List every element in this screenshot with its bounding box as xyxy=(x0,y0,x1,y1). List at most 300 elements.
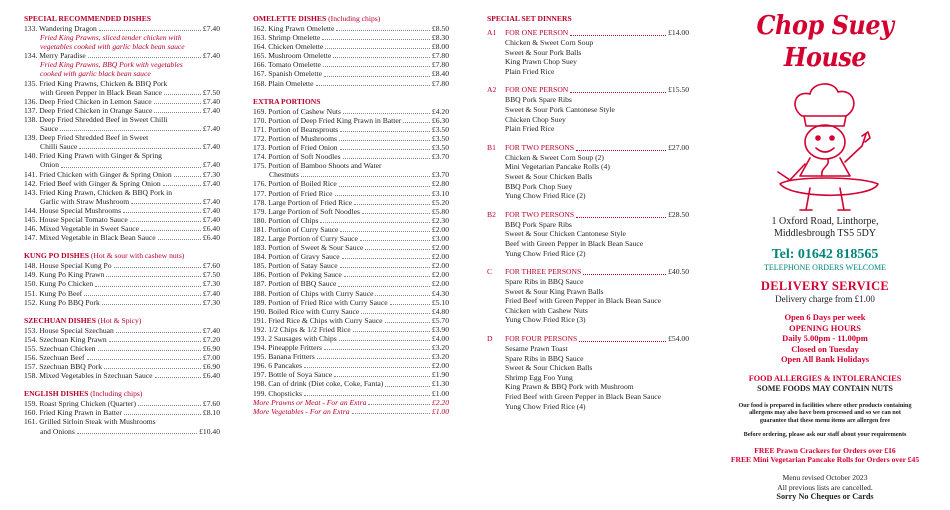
section-title-text: SZECHUAN DISHES xyxy=(24,315,96,325)
menu-item-name: 189. Portion of Fried Rice with Curry Sauce xyxy=(253,297,388,307)
menu-item-price: £1.90 xyxy=(431,370,449,380)
previous-lists-cancelled: All previous lists are cancelled. xyxy=(777,482,873,492)
menu-item-price: £2.00 xyxy=(431,261,449,271)
menu-item-name: 183. Portion of Sweet & Sour Sauce xyxy=(253,243,364,253)
menu-item-price: £8.30 xyxy=(431,33,449,43)
menu-item xyxy=(24,326,220,335)
leader-dots xyxy=(570,92,666,93)
menu-item-name: 197. Bottle of Soya Sauce xyxy=(253,370,333,380)
menu-item-price: £7.50 xyxy=(202,87,220,97)
menu-item-price: £2.80 xyxy=(431,179,449,189)
menu-item xyxy=(24,24,220,33)
menu-item-name: 194. Pineapple Fritters xyxy=(253,343,322,353)
menu-item xyxy=(253,60,449,69)
leader-dots xyxy=(154,103,201,104)
leader-dots xyxy=(98,350,201,351)
leader-dots xyxy=(95,286,201,287)
menu-item-name: 190. Boiled Rice with Curry Sauce xyxy=(253,306,360,316)
menu-item xyxy=(24,408,220,417)
address-line-2: Middlesbrough TS5 5DY xyxy=(773,228,877,239)
menu-item xyxy=(24,344,220,353)
set-price: £27.00 xyxy=(668,142,689,152)
section-title-text: OMELETTE DISHES xyxy=(253,14,327,23)
menu-item xyxy=(253,352,449,361)
leader-dots xyxy=(375,295,429,296)
allergen-disclaimer-2: allergens may also have been processed and so we can not xyxy=(749,409,901,417)
menu-item-name: 144. House Special Mushrooms xyxy=(24,205,122,215)
menu-item-name: Chestnuts xyxy=(269,170,299,180)
leader-dots xyxy=(87,359,201,360)
leader-dots xyxy=(344,276,430,277)
set-dinner-item: Yung Chow Fried Rice (4) xyxy=(505,401,586,411)
allergen-disclaimer-3: guarantee that these menu items are allergen free xyxy=(759,417,891,425)
menu-item-price: £6.40 xyxy=(202,224,220,234)
menu-item-name: 142. Fried Beef with Ginger & Spring Onion xyxy=(24,178,161,188)
set-dinner-item: Plain Fried Rice xyxy=(505,124,555,134)
set-price: £15.50 xyxy=(668,85,689,95)
set-name: FOR TWO PERSONS xyxy=(505,142,575,152)
leader-dots xyxy=(336,30,429,31)
set-name: FOR ONE PERSON xyxy=(505,85,569,95)
closed-day: Closed on Tuesday xyxy=(791,343,859,354)
menu-item xyxy=(253,334,449,343)
menu-item-price: £7.40 xyxy=(202,51,220,61)
section-title xyxy=(24,251,220,261)
menu-item-price: £7.40 xyxy=(202,214,220,224)
menu-item-name: 181. Portion of Curry Sauce xyxy=(253,224,339,234)
menu-item-price: £3.70 xyxy=(431,170,449,180)
menu-item-price: £7.40 xyxy=(202,178,220,188)
menu-item xyxy=(24,142,220,151)
set-dinner-item: Spare Ribs in BBQ Sauce xyxy=(505,353,584,363)
menu-item xyxy=(253,134,449,143)
set-name: FOR THREE PERSONS xyxy=(505,267,582,277)
set-dinner-item: Plain Fried Rice xyxy=(505,66,555,76)
leader-dots xyxy=(576,150,666,151)
menu-item-name: 146. Mixed Vegetable in Sweet Sauce xyxy=(24,224,140,234)
menu-item xyxy=(24,270,220,279)
section-title-text: KUNG PO DISHES xyxy=(24,251,89,261)
menu-item-price: £7.40 xyxy=(202,96,220,106)
menu-item-line: 135. Fried King Prawns, Chicken & BBQ Pork xyxy=(24,78,168,88)
open-days: Open 6 Days per week xyxy=(784,312,866,322)
menu-item-price: £8.00 xyxy=(431,42,449,52)
leader-dots xyxy=(79,148,201,149)
telephone-number: Tel: 01642 818565 xyxy=(771,247,879,262)
set-dinner-item: Yung Chow Fried Rice (2) xyxy=(505,248,586,258)
set-dinner-item: Yung Chow Fried Rice (2) xyxy=(505,191,586,201)
menu-item-price: £4.30 xyxy=(431,288,449,298)
menu-item xyxy=(253,270,449,279)
set-dinner-item: Sweet & Sour Chicken Balls xyxy=(505,363,593,373)
menu-item xyxy=(24,298,220,307)
section-subtitle: (Including chips) xyxy=(328,14,381,23)
menu-item-price: £5.70 xyxy=(431,315,449,325)
menu-item xyxy=(253,261,449,270)
leader-dots xyxy=(362,213,430,214)
menu-item-price: £3.70 xyxy=(431,152,449,162)
menu-item-name: 179. Large Portion of Soft Noodles xyxy=(253,206,361,216)
menu-item-name: 134. Merry Paradise xyxy=(24,51,86,61)
leader-dots xyxy=(576,217,666,218)
menu-item-price: £2.30 xyxy=(431,215,449,225)
menu-item xyxy=(253,370,449,379)
menu-item xyxy=(253,189,449,198)
ask-staff-note: Before ordering, please ask our staff about your requirements xyxy=(743,430,907,438)
leader-dots xyxy=(174,176,201,177)
leader-dots xyxy=(304,367,430,368)
set-dinner-item: Sweet & Sour Pork Cantonese Style xyxy=(505,104,615,114)
menu-item-price: £7.40 xyxy=(202,105,220,115)
menu-item xyxy=(253,316,449,325)
leader-dots xyxy=(77,433,197,434)
set-dinner-item: Sweet & Sour Chicken Cantonese Style xyxy=(505,229,626,239)
menu-item-name: 178. Large Portion of Fried Rice xyxy=(253,197,352,207)
menu-item-name: 148. House Special Kung Po xyxy=(24,261,112,271)
leader-dots xyxy=(385,386,430,387)
menu-item-line: 139. Deep Fried Shredded Beef in Sweet xyxy=(24,133,149,143)
section-subtitle: (Including chips) xyxy=(90,389,143,399)
telephone-orders-note: TELEPHONE ORDERS WELCOME xyxy=(763,263,887,272)
restaurant-title: Chop Suey House xyxy=(756,11,894,73)
menu-item-price: £6.90 xyxy=(202,362,220,372)
leader-dots xyxy=(109,341,201,342)
section-title xyxy=(24,389,220,399)
menu-item-name: 158. Mixed Vegetables in Szechuan Sauce xyxy=(24,371,153,381)
menu-item xyxy=(253,24,449,33)
menu-item-price: £7.80 xyxy=(431,51,449,61)
menu-item-price: £6.40 xyxy=(202,233,220,243)
set-dinner-item: Sweet & Sour Pork Balls xyxy=(505,47,582,57)
menu-item-name: 199. Chopsticks xyxy=(253,388,302,398)
leader-dots xyxy=(106,276,201,277)
leader-dots xyxy=(158,239,201,240)
chef-mascot-icon xyxy=(750,76,900,216)
menu-item-price: £7.20 xyxy=(202,334,220,344)
menu-item xyxy=(24,106,220,115)
menu-item-name: 173. Portion of Fried Onion xyxy=(253,143,338,153)
leader-dots xyxy=(324,76,430,77)
menu-item xyxy=(24,97,220,106)
set-dinner-item: Sweet & Sour King Prawn Balls xyxy=(505,286,604,296)
leader-dots xyxy=(583,274,666,275)
leader-dots xyxy=(123,212,201,213)
menu-item-name: 150. Kung Po Chicken xyxy=(24,279,94,289)
section-title xyxy=(24,14,220,24)
set-dinner-item: BBQ Pork Spare Ribs xyxy=(505,95,572,105)
allergy-heading: FOOD ALLERGIES & INTOLERANCIES xyxy=(748,373,902,383)
leader-dots xyxy=(354,204,430,205)
menu-item-price: £7.60 xyxy=(202,261,220,271)
menu-item-name: 160. Fried King Prawn in Batter xyxy=(24,408,122,418)
section-subtitle: (Hot & sour with cashew nuts) xyxy=(90,251,185,261)
menu-item xyxy=(253,42,449,51)
leader-dots xyxy=(325,48,430,49)
menu-item-line: 143. Fried King Prawn, Chicken & BBQ Pork in xyxy=(24,187,173,197)
set-dinner-heading xyxy=(487,210,689,220)
menu-item-name: Onion xyxy=(40,160,59,170)
menu-item-price: £8.50 xyxy=(431,24,449,33)
menu-item-price: £5.20 xyxy=(431,197,449,207)
menu-item xyxy=(253,234,449,243)
menu-item-price: £7.60 xyxy=(202,399,220,409)
menu-item-name: 164. Chicken Omelette xyxy=(253,42,324,52)
menu-item xyxy=(253,325,449,334)
leader-dots xyxy=(333,57,430,58)
leader-dots xyxy=(320,222,430,223)
menu-item-name: 147. Mixed Vegetable in Black Bean Sauce xyxy=(24,233,156,243)
menu-item-name: 151. Kung Po Beef xyxy=(24,288,83,298)
menu-item xyxy=(253,398,449,407)
menu-item-price: £4.00 xyxy=(431,334,449,343)
menu-item xyxy=(24,206,220,215)
menu-item-name: 176. Portion of Boiled Rice xyxy=(253,179,337,189)
set-dinner-heading xyxy=(487,267,689,277)
menu-item-price: £6.30 xyxy=(431,115,449,125)
set-dinner-item: Chicken & Sweet Corn Soup xyxy=(505,38,594,47)
leader-dots xyxy=(304,395,430,396)
menu-item-name: 156. Szechuan Beef xyxy=(24,353,85,362)
leader-dots xyxy=(340,149,430,150)
leader-dots xyxy=(317,358,430,359)
menu-item xyxy=(253,170,449,179)
menu-item xyxy=(253,198,449,207)
menu-item xyxy=(24,51,220,60)
set-price: £54.00 xyxy=(668,334,689,344)
opening-hours-heading: OPENING HOURS xyxy=(788,322,862,333)
menu-item-price: £7.30 xyxy=(202,279,220,289)
leader-dots xyxy=(154,112,200,113)
menu-item-name: 184. Portion of Gravy Sauce xyxy=(253,252,340,262)
menu-item-price: £7.40 xyxy=(202,325,220,335)
menu-item xyxy=(24,233,220,242)
menu-item-name: 145. House Special Tomato Sauce xyxy=(24,214,128,224)
menu-item-price: £3.50 xyxy=(431,143,449,153)
menu-item-price: £4.80 xyxy=(431,306,449,316)
section-title-text: SPECIAL RECOMMENDED DISHES xyxy=(24,14,152,23)
menu-item xyxy=(253,243,449,252)
set-code: A2 xyxy=(487,85,497,95)
menu-item xyxy=(253,407,449,416)
menu-item-price: £7.50 xyxy=(202,270,220,280)
set-price: £14.00 xyxy=(668,28,689,37)
menu-item-price: £7.40 xyxy=(202,124,220,134)
menu-item-price: £3.50 xyxy=(431,124,449,134)
menu-item-name: 159. Roast Spring Chicken (Quarter) xyxy=(24,399,136,409)
menu-item xyxy=(24,124,220,133)
menu-item-name: Sauce xyxy=(40,124,59,134)
menu-item-price: £5.80 xyxy=(431,206,449,216)
leader-dots xyxy=(353,331,430,332)
leader-dots xyxy=(390,304,430,305)
set-code: B2 xyxy=(487,209,496,219)
menu-item-price: £7.30 xyxy=(202,169,220,179)
leader-dots xyxy=(131,203,201,204)
set-dinner-heading xyxy=(487,85,689,95)
menu-item xyxy=(253,307,449,316)
section-title xyxy=(253,97,449,107)
menu-item xyxy=(253,289,449,298)
leader-dots xyxy=(338,286,430,287)
menu-item xyxy=(24,179,220,188)
leader-dots xyxy=(339,140,430,141)
opening-hours-daily: Daily 5.00pm - 11.00pm xyxy=(782,333,868,343)
menu-item-name: 187. Portion of BBQ Sauce xyxy=(253,279,337,289)
menu-item xyxy=(253,225,449,234)
leader-dots xyxy=(114,267,201,268)
menu-item-line: 140. Fried King Prawn with Ginger & Spring xyxy=(24,151,162,161)
leader-dots xyxy=(360,240,430,241)
menu-item-name: 186. Portion of Peking Sauce xyxy=(253,270,342,280)
menu-item-price: £3.10 xyxy=(431,188,449,198)
set-dinner-heading xyxy=(487,334,689,344)
menu-item xyxy=(253,216,449,225)
set-dinner-item: Fried Beef with Green Pepper in Black Bean Sauce xyxy=(505,392,662,402)
menu-item-name: 162. King Prawn Omelette xyxy=(253,24,335,33)
set-dinner-item: Beef with Green Pepper in Black Bean Sauce xyxy=(505,238,644,248)
leader-dots xyxy=(324,349,430,350)
menu-item xyxy=(24,197,220,206)
set-dinner-item: King Prawn & BBQ Pork with Mushroom xyxy=(505,382,634,392)
menu-item-price: £3.20 xyxy=(431,343,449,353)
set-dinner-item: Sweet & Sour Chicken Balls xyxy=(505,171,593,181)
leader-dots xyxy=(365,249,430,250)
menu-item-price: £3.50 xyxy=(431,133,449,143)
menu-item-price: £6.90 xyxy=(202,343,220,353)
menu-item-name: More Prawns or Meat - For an Extra xyxy=(253,397,367,407)
menu-item-name: 154. Szechuan King Prawn xyxy=(24,334,107,344)
set-dinner-item: Shrimp Egg Foo Yung xyxy=(505,372,573,382)
menu-item xyxy=(253,79,449,88)
menu-item xyxy=(24,261,220,270)
menu-item xyxy=(24,427,220,436)
menu-item-price: £3.90 xyxy=(431,324,449,334)
leader-dots xyxy=(385,322,430,323)
payment-note: Sorry No Cheques or Cards xyxy=(776,492,874,502)
menu-item xyxy=(253,116,449,125)
menu-item xyxy=(253,69,449,78)
leader-dots xyxy=(301,176,430,177)
menu-item xyxy=(24,335,220,344)
menu-item-price: £5.10 xyxy=(431,297,449,307)
leader-dots xyxy=(340,131,430,132)
menu-item-line: 161. Grilled Sirloin Steak with Mushrooms xyxy=(24,417,156,427)
menu-item xyxy=(24,215,220,224)
set-dinner-item: Yung Chow Fried Rice (3) xyxy=(505,315,586,325)
leader-dots xyxy=(99,30,201,31)
menu-item xyxy=(24,399,220,408)
dish-description: vegetables cooked with garlic black bean sauce xyxy=(40,42,185,52)
menu-item-name: 133. Wandering Dragon xyxy=(24,24,97,33)
set-dinner-item: Fried Beef with Green Pepper in Black Bean Sauce xyxy=(505,296,662,306)
leader-dots xyxy=(130,221,201,222)
dish-description: Fried King Prawns, BBQ Pork with vegetables xyxy=(40,60,183,70)
leader-dots xyxy=(102,304,201,305)
leader-dots xyxy=(342,258,430,259)
menu-item-price: £7.80 xyxy=(431,78,449,88)
menu-item-name: 167. Spanish Omelette xyxy=(253,69,322,79)
menu-item xyxy=(253,252,449,261)
menu-item-name: 174. Portion of Soft Noodles xyxy=(253,152,341,162)
menu-item-name: Garlic with Straw Mushroom xyxy=(40,196,130,206)
address-line-1: 1 Oxford Road, Linthorpe, xyxy=(771,216,879,227)
bank-holidays: Open All Bank Holidays xyxy=(780,354,870,364)
leader-dots xyxy=(335,195,430,196)
menu-item-price: £8.10 xyxy=(202,408,220,418)
menu-item-name: 153. House Special Szechuan xyxy=(24,325,114,335)
leader-dots xyxy=(60,130,201,131)
leader-dots xyxy=(368,404,430,405)
menu-column-3 xyxy=(487,14,689,420)
menu-item xyxy=(24,160,220,169)
menu-item-price: £2.00 xyxy=(431,361,449,371)
section-title xyxy=(24,316,220,326)
menu-item-price: £7.40 xyxy=(202,205,220,215)
leader-dots xyxy=(579,341,666,342)
leader-dots xyxy=(164,94,201,95)
delivery-charge: Delivery charge from £1.00 xyxy=(775,294,875,304)
menu-item-name: 163. Shrimp Omelette xyxy=(253,33,321,43)
menu-item-name: 198. Can of drink (Diet coke, Coke, Fanta) xyxy=(253,379,384,389)
menu-item-name: 182. Large Portion of Curry Sauce xyxy=(253,233,358,243)
leader-dots xyxy=(323,66,430,67)
menu-item xyxy=(253,207,449,216)
menu-item xyxy=(253,298,449,307)
menu-item-name: 136. Deep Fried Chicken in Lemon Sauce xyxy=(24,96,152,106)
menu-item-price: £2.00 xyxy=(431,224,449,234)
menu-item-name: 195. Banana Fritters xyxy=(253,352,315,362)
menu-info-column xyxy=(712,10,938,502)
menu-item-price: £2.00 xyxy=(431,270,449,280)
menu-item xyxy=(253,33,449,42)
free-pancake-rolls-offer: FREE Mini Vegetarian Pancake Rolls for Orders over £45 xyxy=(730,455,920,465)
menu-item xyxy=(253,152,449,161)
set-dinner-heading xyxy=(487,28,689,38)
leader-dots xyxy=(339,186,430,187)
section-title-text: EXTRA PORTIONS xyxy=(253,96,321,106)
menu-item-name: 177. Portion of Fried Rice xyxy=(253,188,333,198)
leader-dots xyxy=(155,377,201,378)
dish-description: cooked with garlic black bean sauce xyxy=(40,69,151,79)
menu-item-name: 172. Portion of Mushrooms xyxy=(253,133,337,143)
menu-item-name: 180. Portion of Chips xyxy=(253,215,319,225)
menu-item xyxy=(24,279,220,288)
section-title xyxy=(253,14,449,24)
set-dinner-heading xyxy=(487,143,689,153)
menu-item-price: £8.40 xyxy=(431,69,449,79)
leader-dots xyxy=(163,185,201,186)
menu-item-price: £2.00 xyxy=(431,252,449,262)
leader-dots xyxy=(104,368,201,369)
leader-dots xyxy=(343,113,430,114)
set-dinners-title: SPECIAL SET DINNERS xyxy=(487,14,572,23)
leader-dots xyxy=(138,405,201,406)
menu-item xyxy=(253,279,449,288)
menu-item xyxy=(24,353,220,362)
free-prawn-crackers-offer: FREE Prawn Crackers for Orders over £16 xyxy=(754,445,896,455)
menu-item xyxy=(253,343,449,352)
menu-item-price: £6.40 xyxy=(202,371,220,381)
menu-item-name: 171. Portion of Beansprouts xyxy=(253,124,339,134)
menu-item-name: 192. 1/2 Chips & 1/2 Fried Rice xyxy=(253,324,351,334)
set-dinner-item: King Prawn Chop Suey xyxy=(505,57,577,67)
set-dinner-item: Sesame Prawn Toast xyxy=(505,344,568,354)
menu-item-name: 165. Mushroom Omelette xyxy=(253,51,332,61)
section-title-text: ENGLISH DISHES xyxy=(24,389,89,399)
menu-item-name: 170. Portion of Deep Fried King Prawn in Batter xyxy=(253,115,402,125)
set-dinner-item: Chicken Chop Suey xyxy=(505,114,566,124)
menu-item xyxy=(253,51,449,60)
